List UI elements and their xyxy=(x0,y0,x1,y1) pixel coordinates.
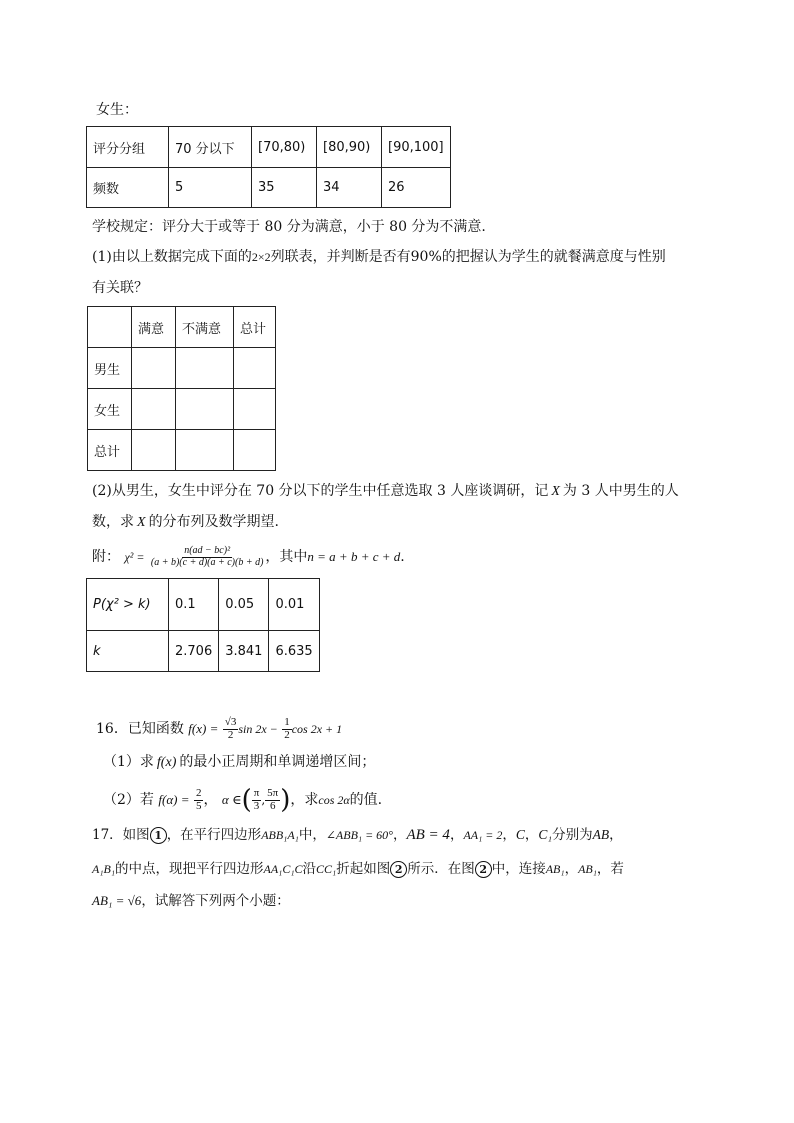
question-17-line-1 xyxy=(92,827,623,844)
fraction-denominator: 2 xyxy=(284,728,290,741)
sqrt3-over-2 xyxy=(223,717,239,741)
text: 的分布列及数学期望. xyxy=(148,514,280,530)
question-16-part-1 xyxy=(103,755,375,770)
n-definition: n = a + b + c + d xyxy=(307,549,401,564)
variable-x: X xyxy=(137,515,146,530)
question-17-line-3 xyxy=(92,894,290,909)
text: 的最小正周期和单调递增区间； xyxy=(179,754,376,770)
alpha-in: α ∈ xyxy=(221,792,242,807)
question-2-line-2 xyxy=(92,515,279,530)
table-header: 70 分以下 xyxy=(169,127,252,168)
question-16-stem xyxy=(96,712,342,746)
segment-ab1: AB₁ xyxy=(578,862,597,876)
fraction-numerator: √3 xyxy=(224,715,237,728)
fraction-numerator: 1 xyxy=(284,715,290,728)
table-cell: 6.635 xyxy=(269,631,319,672)
5pi-over-6 xyxy=(265,788,280,812)
figure-2-marker: 2 xyxy=(390,861,407,878)
table-row-label: 女生 xyxy=(88,389,132,430)
text: ， xyxy=(524,827,539,843)
parallelogram-label: AA₁C₁C xyxy=(263,862,303,876)
question-1-line-1 xyxy=(92,250,666,264)
text: 中， xyxy=(298,827,326,843)
text: 列联表，并判断是否有90%的把握认为学生的就餐满意度与性别 xyxy=(270,249,666,265)
text: ， xyxy=(564,861,579,877)
segment-cc1: CC₁ xyxy=(316,862,337,876)
text: 所示．在图 xyxy=(407,861,475,877)
segment-a1b1: A₁B₁ xyxy=(92,862,116,876)
text: （2）若 xyxy=(103,792,154,808)
text: . xyxy=(400,549,405,565)
figure-2-marker: 2 xyxy=(475,861,492,878)
table-cell: 26 xyxy=(382,168,451,208)
fraction-denominator: 5 xyxy=(195,799,202,812)
ab1-length: AB₁ = √6 xyxy=(92,893,142,908)
table-cell: 5 xyxy=(169,168,252,208)
text: (2)从男生，女生中评分在 70 分以下的学生中任意选取 3 人座谈调研，记 xyxy=(92,483,549,499)
function-f-alpha: f(α) = xyxy=(158,792,190,807)
fraction-numerator: 5π xyxy=(267,786,279,799)
cos-term: cos 2x + 1 xyxy=(291,722,343,736)
rule-text: 学校规定：评分大于或等于 80 分为满意，小于 80 分为不满意. xyxy=(92,219,486,235)
text: 沿 xyxy=(302,861,317,877)
text: 16．已知函数 xyxy=(96,721,184,737)
text: 的值. xyxy=(349,792,383,808)
contingency-table xyxy=(87,306,276,471)
text: ，求 xyxy=(290,792,319,808)
function-f: f(x) xyxy=(156,755,177,770)
table-cell xyxy=(132,348,176,389)
text: ， xyxy=(203,792,218,808)
table-cell: 0.01 xyxy=(269,579,319,631)
fraction-denominator: 6 xyxy=(269,799,276,812)
segment-ab1: AB₁ xyxy=(545,862,565,876)
table-cell xyxy=(234,389,276,430)
critical-value-table xyxy=(86,578,320,672)
text: ，试解答下列两个小题： xyxy=(141,893,290,909)
female-label: 女生： xyxy=(96,102,138,118)
appendix-label: 附： xyxy=(92,549,120,565)
table-cell: 3.841 xyxy=(219,631,269,672)
table-row-label: 频数 xyxy=(87,168,169,208)
female-frequency-table xyxy=(86,126,451,208)
table-header: [80,90) xyxy=(317,127,382,168)
table-header: [90,100] xyxy=(382,127,451,168)
text: 数，求 xyxy=(92,514,134,530)
text: ，在平行四边形 xyxy=(166,827,262,843)
table-header: [70,80) xyxy=(252,127,317,168)
parallelogram-label: ABB₁A₁ xyxy=(261,828,299,842)
table-cell: 35 xyxy=(252,168,317,208)
text: （1）求 xyxy=(103,754,154,770)
text: ， xyxy=(502,827,516,843)
aa1-length: AA₁ = 2 xyxy=(463,828,503,842)
question-17-line-2 xyxy=(92,861,624,878)
point-c1: C₁ xyxy=(538,827,553,842)
table-cell: 2.706 xyxy=(169,631,219,672)
text: ，其中 xyxy=(265,549,308,565)
table-header: 不满意 xyxy=(176,307,234,348)
text: 17．如图 xyxy=(92,827,150,843)
math-2x2: 2×2 xyxy=(251,250,271,264)
point-c: C xyxy=(515,827,525,842)
open-paren: ( xyxy=(241,785,252,815)
table-cell: 0.05 xyxy=(219,579,269,631)
fraction-numerator: π xyxy=(253,786,260,799)
table-header: 满意 xyxy=(132,307,176,348)
text: ，若 xyxy=(596,861,624,877)
cos-2alpha: cos 2α xyxy=(318,793,350,807)
table-cell xyxy=(176,389,234,430)
fraction-denominator: 3 xyxy=(253,799,260,812)
text: 折起如图 xyxy=(336,861,391,877)
text: ， xyxy=(609,827,623,843)
table-cell xyxy=(176,348,234,389)
function-f: f(x) = xyxy=(188,721,219,736)
pi-over-3 xyxy=(252,788,262,812)
table-row-label: 男生 xyxy=(88,348,132,389)
table-header: 评分分组 xyxy=(87,127,169,168)
text: ， xyxy=(449,827,464,843)
close-paren: ) xyxy=(280,785,291,815)
question-16-part-2 xyxy=(103,783,382,817)
table-row-label: 总计 xyxy=(88,430,132,471)
fraction-denominator: 2 xyxy=(227,728,234,741)
table-header xyxy=(88,307,132,348)
table-row-label: k xyxy=(87,631,169,672)
question-2-line-1 xyxy=(92,484,679,499)
table-cell xyxy=(132,430,176,471)
table-cell xyxy=(132,389,176,430)
variable-x: X xyxy=(551,484,560,499)
table-cell: 0.1 xyxy=(169,579,219,631)
sin-term: sin 2x − xyxy=(238,722,278,736)
table-row-label: P(χ² > k) xyxy=(87,579,169,631)
table-cell xyxy=(176,430,234,471)
text: 分别为 xyxy=(552,827,593,843)
fraction-numerator: n(ad − bc)² xyxy=(184,545,231,556)
chi-square-fraction xyxy=(149,546,266,568)
question-1-line-2: 有关联？ xyxy=(92,280,148,296)
angle-value: ∠ABB₁ = 60° xyxy=(325,828,393,842)
one-half xyxy=(282,717,292,741)
table-cell xyxy=(234,348,276,389)
comma: , xyxy=(261,793,266,807)
table-cell xyxy=(234,430,276,471)
text: (1)由以上数据完成下面的 xyxy=(92,249,252,265)
appendix-formula xyxy=(92,542,405,572)
fraction-numerator: 2 xyxy=(195,786,202,799)
ab-length: AB = 4 xyxy=(406,827,450,843)
fraction-denominator: (a + b)(c + d)(a + c)(b + d) xyxy=(150,556,264,568)
text: 中，连接 xyxy=(491,861,546,877)
text: 为 3 人中男生的人 xyxy=(562,483,679,499)
table-header: 总计 xyxy=(234,307,276,348)
table-cell: 34 xyxy=(317,168,382,208)
figure-1-marker: 1 xyxy=(150,827,167,844)
text: 的中点，现把平行四边形 xyxy=(115,861,264,877)
text: ， xyxy=(392,827,407,843)
chi-square-symbol: χ² = xyxy=(124,550,145,564)
segment-ab: AB xyxy=(592,827,610,842)
